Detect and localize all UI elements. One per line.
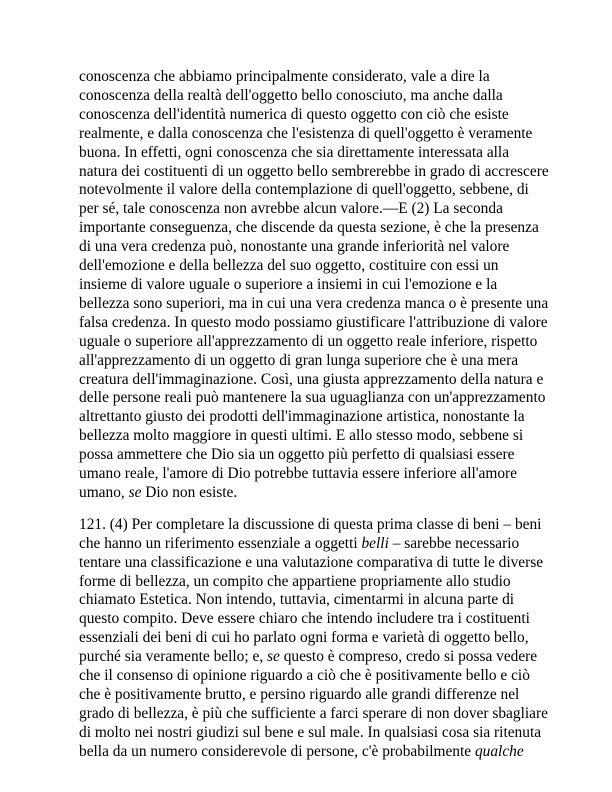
text-line <box>79 352 539 371</box>
text-segment: importante conseguenza, che discende da questa sezione, è che la presenza <box>79 219 539 237</box>
text-line <box>79 257 539 276</box>
text-line <box>79 408 539 427</box>
text-segment: uguale o superiore all'apprezzamento di un oggetto reale inferiore, rispetto <box>79 332 538 350</box>
text-line <box>79 629 539 648</box>
text-segment: grado di bellezza, è più che sufficiente a farci sperare di non dover sbagliare <box>79 704 548 722</box>
text-segment: che il consenso di opinione riguardo a ciò che è positivamente bello e ciò <box>79 667 530 685</box>
text-segment: falsa credenza. In questo modo possiamo giustificare l'attribuzione di valore <box>79 313 548 331</box>
text-segment: essenziali dei beni di cui ho parlato ogni forma e varietà di oggetto bello, <box>79 629 529 647</box>
text-segment: Dio non esiste. <box>141 483 238 501</box>
italic-word: qualche <box>474 742 524 760</box>
text-line <box>79 743 539 762</box>
text-line <box>79 106 539 125</box>
text-segment: forme di bellezza, un compito che appartiene propriamente allo studio <box>79 572 511 590</box>
text-line <box>79 446 539 465</box>
text-segment: chiamato Estetica. Non intendo, tuttavia, cimentarmi in alcuna parte di <box>79 591 515 609</box>
text-segment: di molto nei nostri giudizi sul bene e sul male. In qualsiasi cosa sia ritenuta <box>79 723 542 741</box>
text-segment: di una vera credenza può, nonostante una grande inferiorità nel valore <box>79 238 510 256</box>
italic-word: se <box>267 648 280 666</box>
text-line <box>79 333 539 352</box>
text-line <box>79 535 539 554</box>
text-segment: possa ammettere che Dio sia un oggetto più perfetto di qualsiasi essere <box>79 446 515 464</box>
text-segment: altrettanto giusto dei prodotti dell'immaginazione artistica, nonostante la <box>79 408 525 426</box>
text-line <box>79 667 539 686</box>
text-line <box>79 704 548 724</box>
text-line <box>79 294 549 314</box>
text-segment: umano reale, l'amore di Dio potrebbe tuttavia essere inferiore all'amore <box>79 465 518 483</box>
text-segment: questo compito. Deve essere chiaro che intendo includere tra i costituenti <box>79 610 530 628</box>
text-segment: che è positivamente brutto, e persino riguardo alle grandi differenze nel <box>79 686 520 703</box>
text-segment: delle persone reali può mantenere la sua uguaglianza con un'apprezzamento <box>79 389 546 407</box>
text-segment: bellezza molto maggiore in questi ultimi. E allo stesso modo, sebbene si <box>79 427 524 445</box>
text-line <box>79 219 539 238</box>
text-segment: conoscenza dell'identità numerica di questo oggetto con ciò che esiste <box>79 105 509 123</box>
text-segment: conoscenza della realtà dell'oggetto bello conosciuto, ma anche dalla <box>79 86 503 104</box>
text-line <box>79 427 539 446</box>
text-segment: realmente, e dalla conoscenza che l'esistenza di quell'oggetto è veramente <box>79 124 533 142</box>
text-line <box>79 125 539 144</box>
italic-word: belli <box>361 534 389 552</box>
text-line <box>79 389 546 408</box>
text-line <box>79 553 544 573</box>
text-segment: notevolmente il valore della contemplazione di quell'oggetto, sebbene, di <box>79 181 529 199</box>
text-segment: per sé, tale conoscenza non avrebbe alcun valore.—E (2) La seconda <box>79 200 503 218</box>
text-line <box>79 144 539 163</box>
text-line <box>79 723 542 743</box>
text-segment: buona. In effetti, ogni conoscenza che sia direttamente interessata alla <box>79 143 510 161</box>
text-segment: purché sia veramente bello; e, <box>79 648 268 666</box>
text-line <box>79 200 539 219</box>
text-segment: 121. (4) Per completare la discussione di questa prima classe di beni – beni <box>79 515 542 533</box>
text-segment: all'apprezzamento di un oggetto di gran lunga superiore che è una mera <box>79 351 519 369</box>
text-line <box>79 648 539 667</box>
text-segment: creatura dell'immaginazione. Così, una giusta apprezzamento della natura e <box>79 370 544 388</box>
paragraph-1 <box>79 68 549 503</box>
text-segment: – sarebbe necessario <box>388 534 520 552</box>
text-line <box>79 484 539 503</box>
text-line <box>79 276 539 295</box>
text-segment: dell'emozione e della bellezza del suo oggetto, costituire con essi un <box>79 257 499 275</box>
text-segment: tentare una classificazione e una valutazione comparativa di tutte le diverse <box>79 553 544 571</box>
text-line <box>79 162 549 182</box>
text-line <box>79 573 539 592</box>
text-line <box>79 68 539 87</box>
text-line <box>79 515 542 535</box>
text-line <box>79 181 539 200</box>
italic-word: se <box>128 483 142 501</box>
document-page <box>79 68 549 762</box>
text-line <box>79 238 539 257</box>
text-segment: che hanno un riferimento essenziale a oggetti <box>79 534 362 552</box>
text-line <box>79 313 548 333</box>
text-line <box>79 465 539 484</box>
text-segment: questo è compreso, credo si possa vedere <box>279 648 538 666</box>
text-line <box>79 591 539 610</box>
text-line <box>79 370 544 390</box>
text-segment: natura dei costituenti di un oggetto bello sembrerebbe in grado di accrescere <box>79 162 549 180</box>
text-segment: conoscenza che abbiamo principalmente considerato, vale a dire la <box>79 68 490 85</box>
text-line <box>79 686 539 705</box>
text-segment: bellezza sono superiori, ma in cui una vera credenza manca o è presente una <box>79 294 549 312</box>
paragraph-2 <box>79 515 548 762</box>
text-segment: insieme di valore uguale o superiore a insiemi in cui l'emozione e la <box>79 275 498 293</box>
text-line <box>79 87 539 106</box>
text-segment: umano, <box>79 483 129 501</box>
text-line <box>79 610 539 629</box>
text-segment: bella da un numero considerevole di persone, c'è probabilmente <box>79 742 475 760</box>
